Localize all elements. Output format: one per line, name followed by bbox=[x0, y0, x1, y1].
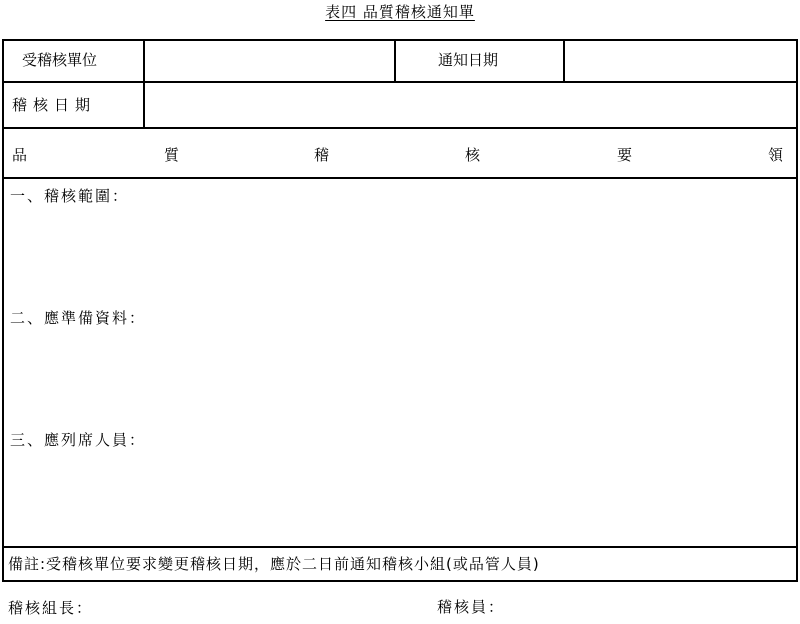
heading-char: 品 bbox=[12, 146, 28, 164]
auditor-signature-label: 稽核員： bbox=[437, 598, 506, 616]
audited-unit-field[interactable] bbox=[146, 42, 393, 80]
heading-char: 核 bbox=[465, 146, 481, 164]
notify-date-field[interactable] bbox=[566, 42, 795, 80]
section-audit-scope: 一、稽核範圍： bbox=[10, 187, 130, 205]
attendees-area[interactable] bbox=[10, 454, 790, 542]
form-title: 表四 品質稽核通知單 bbox=[325, 3, 475, 21]
section-materials: 二、應準備資料： bbox=[10, 309, 147, 327]
heading-char: 質 bbox=[164, 146, 180, 164]
heading-char: 領 bbox=[768, 146, 784, 164]
section-attendees: 三、應列席人員： bbox=[10, 431, 147, 449]
remark-text: 備註:受稽核單位要求變更稽核日期，應於二日前通知稽核小組(或品管人員) bbox=[8, 555, 540, 573]
audit-scope-area[interactable] bbox=[10, 210, 790, 300]
audited-unit-label: 受稽核單位 bbox=[22, 51, 98, 69]
audit-date-field[interactable] bbox=[146, 84, 795, 126]
materials-area[interactable] bbox=[10, 332, 790, 422]
notify-date-label: 通知日期 bbox=[438, 51, 499, 69]
audit-leader-signature-label: 稽核組長： bbox=[8, 599, 94, 617]
audit-date-label: 稽核日期 bbox=[12, 96, 97, 114]
heading-char: 要 bbox=[617, 146, 633, 164]
heading-char: 稽 bbox=[314, 146, 330, 164]
